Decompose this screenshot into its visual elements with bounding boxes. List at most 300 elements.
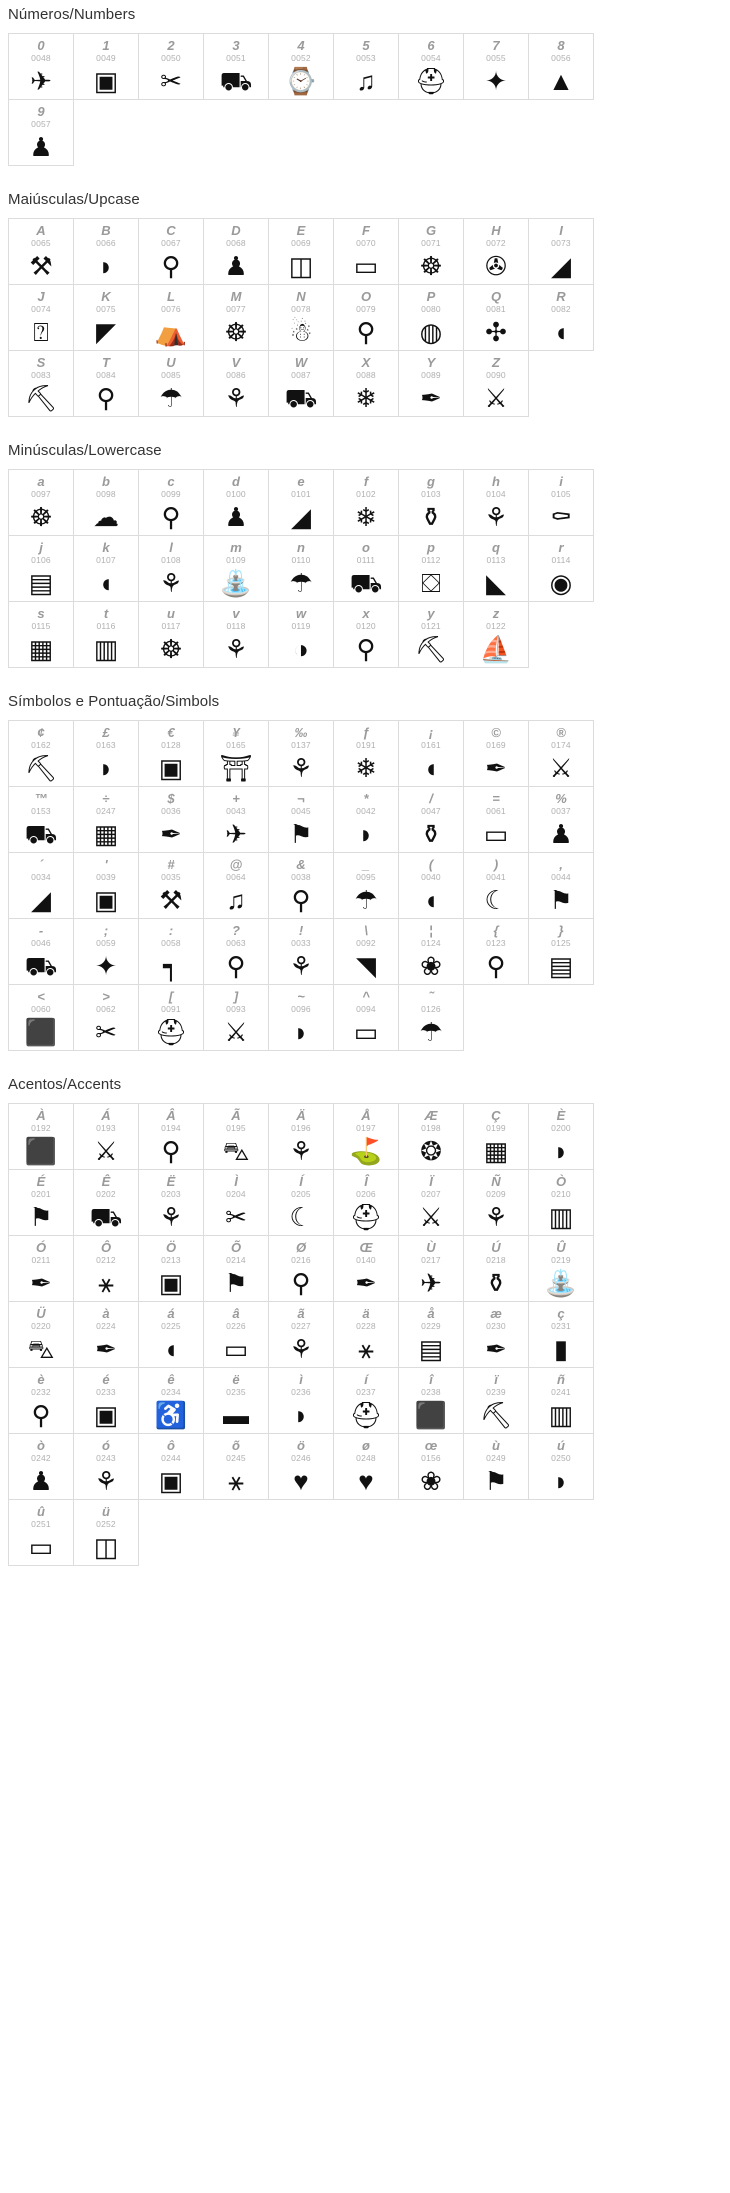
glyph-cell[interactable]: [138, 218, 204, 285]
glyph-cell[interactable]: [203, 33, 269, 100]
glyph-character: L: [167, 289, 175, 304]
glyph-code: 0046: [31, 938, 51, 948]
glyph-cell[interactable]: [268, 284, 334, 351]
glyph-code: 0051: [226, 53, 246, 63]
glyph-cell[interactable]: [463, 350, 529, 417]
glyph-cell[interactable]: [528, 1367, 594, 1434]
glyph-cell[interactable]: [203, 1367, 269, 1434]
dingbat-glyph-icon: ⛍: [27, 1334, 55, 1364]
glyph-cell[interactable]: [73, 1367, 139, 1434]
glyph-cell[interactable]: [138, 469, 204, 536]
glyph-code: 0251: [31, 1519, 51, 1529]
glyph-code: 0037: [551, 806, 571, 816]
glyph-character: 7: [492, 38, 500, 53]
glyph-cell[interactable]: [463, 33, 529, 100]
dingbat-glyph-icon: ⚘: [94, 1466, 118, 1496]
glyph-code: 0064: [226, 872, 246, 882]
glyph-character: ¦: [429, 923, 433, 938]
glyph-grid: [8, 469, 608, 667]
glyph-cell[interactable]: [203, 218, 269, 285]
glyph-code: 0169: [486, 740, 506, 750]
glyph-cell[interactable]: [73, 284, 139, 351]
glyph-cell[interactable]: [463, 1367, 529, 1434]
glyph-cell[interactable]: [138, 984, 204, 1051]
glyph-cell[interactable]: [463, 1103, 529, 1170]
glyph-cell[interactable]: [203, 1433, 269, 1500]
glyph-code: 0045: [291, 806, 311, 816]
glyph-cell[interactable]: [398, 1235, 464, 1302]
dingbat-glyph-icon: ♟: [224, 502, 248, 532]
glyph-code: 0056: [551, 53, 571, 63]
glyph-cell[interactable]: [333, 918, 399, 985]
dingbat-glyph-icon: ⛟: [24, 951, 58, 981]
glyph-character: g: [427, 474, 435, 489]
glyph-cell[interactable]: [398, 1169, 464, 1236]
glyph-cell[interactable]: [398, 535, 464, 602]
dingbat-glyph-icon: ┑: [163, 951, 179, 981]
glyph-cell[interactable]: [203, 918, 269, 985]
glyph-cell[interactable]: [8, 218, 74, 285]
dingbat-glyph-icon: ▣: [158, 1268, 184, 1298]
glyph-cell[interactable]: [333, 1169, 399, 1236]
glyph-cell[interactable]: [333, 1235, 399, 1302]
glyph-cell[interactable]: [268, 1433, 334, 1500]
glyph-character: ,: [559, 857, 563, 872]
glyph-cell[interactable]: [463, 1169, 529, 1236]
glyph-cell[interactable]: [333, 469, 399, 536]
glyph-character: 6: [427, 38, 435, 53]
glyph-cell[interactable]: [8, 1367, 74, 1434]
glyph-cell[interactable]: [528, 33, 594, 100]
glyph-character: Æ: [424, 1108, 438, 1123]
glyph-cell[interactable]: [203, 601, 269, 668]
glyph-code: 0079: [356, 304, 376, 314]
glyph-cell[interactable]: [268, 1367, 334, 1434]
glyph-code: 0203: [161, 1189, 181, 1199]
dingbat-glyph-icon: ⛏: [24, 383, 58, 413]
glyph-cell[interactable]: [268, 469, 334, 536]
glyph-character: Ò: [555, 1174, 567, 1189]
glyph-cell[interactable]: [8, 852, 74, 919]
glyph-cell[interactable]: [73, 218, 139, 285]
glyph-character: Ô: [100, 1240, 112, 1255]
glyph-code: 0052: [291, 53, 311, 63]
glyph-character: ö: [297, 1438, 305, 1453]
glyph-cell[interactable]: [8, 1169, 74, 1236]
glyph-cell[interactable]: [333, 601, 399, 668]
glyph-cell[interactable]: [138, 33, 204, 100]
glyph-code: 0233: [96, 1387, 116, 1397]
glyph-code: 0059: [96, 938, 116, 948]
glyph-cell[interactable]: [333, 350, 399, 417]
glyph-cell[interactable]: [203, 1103, 269, 1170]
glyph-cell[interactable]: [138, 1235, 204, 1302]
glyph-code: 0118: [226, 621, 246, 631]
glyph-cell[interactable]: [463, 786, 529, 853]
glyph-cell[interactable]: [138, 1103, 204, 1170]
glyph-code: 0216: [291, 1255, 311, 1265]
glyph-cell[interactable]: [333, 720, 399, 787]
dingbat-glyph-icon: ♫: [226, 885, 246, 915]
glyph-code: 0238: [421, 1387, 441, 1397]
glyph-cell[interactable]: [73, 1235, 139, 1302]
glyph-cell[interactable]: [73, 33, 139, 100]
glyph-character: ÷: [102, 791, 110, 806]
glyph-cell[interactable]: [463, 918, 529, 985]
glyph-character: M: [230, 289, 242, 304]
dingbat-glyph-icon: ◖: [423, 885, 439, 915]
glyph-character: o: [362, 540, 370, 555]
glyph-cell[interactable]: [8, 601, 74, 668]
glyph-character: D: [231, 223, 241, 238]
glyph-cell[interactable]: [528, 218, 594, 285]
glyph-cell[interactable]: [528, 1235, 594, 1302]
glyph-cell[interactable]: [528, 1169, 594, 1236]
section-title: Símbolos e Pontuação/Simbols: [8, 693, 220, 710]
glyph-cell[interactable]: [268, 720, 334, 787]
glyph-cell[interactable]: [73, 786, 139, 853]
glyph-cell[interactable]: [8, 1103, 74, 1170]
glyph-cell[interactable]: [73, 1301, 139, 1368]
dingbat-glyph-icon: ⛲: [544, 1268, 578, 1298]
glyph-cell[interactable]: [8, 469, 74, 536]
glyph-cell[interactable]: [333, 852, 399, 919]
glyph-cell[interactable]: [73, 984, 139, 1051]
glyph-cell[interactable]: [268, 535, 334, 602]
dingbat-glyph-icon: ◢: [31, 885, 51, 915]
glyph-cell[interactable]: [528, 786, 594, 853]
glyph-cell[interactable]: [138, 720, 204, 787]
glyph-code: 0085: [161, 370, 181, 380]
glyph-cell[interactable]: [463, 1433, 529, 1500]
glyph-cell[interactable]: [73, 720, 139, 787]
glyph-cell[interactable]: [528, 852, 594, 919]
glyph-character: ã: [297, 1306, 305, 1321]
glyph-cell[interactable]: [333, 33, 399, 100]
glyph-cell[interactable]: [333, 1367, 399, 1434]
glyph-cell[interactable]: [138, 852, 204, 919]
glyph-code: 0205: [291, 1189, 311, 1199]
glyph-code: 0219: [551, 1255, 571, 1265]
glyph-cell[interactable]: [73, 469, 139, 536]
glyph-cell[interactable]: [398, 218, 464, 285]
glyph-character: ^: [362, 989, 370, 1004]
glyph-cell[interactable]: [203, 720, 269, 787]
dingbat-glyph-icon: ⛏: [479, 1400, 513, 1430]
glyph-code: 0137: [291, 740, 311, 750]
glyph-cell[interactable]: [8, 350, 74, 417]
glyph-character: ó: [102, 1438, 110, 1453]
glyph-cell[interactable]: [268, 350, 334, 417]
glyph-cell[interactable]: [8, 284, 74, 351]
glyph-code: 0242: [31, 1453, 51, 1463]
glyph-cell[interactable]: [268, 33, 334, 100]
glyph-cell[interactable]: [203, 350, 269, 417]
glyph-cell[interactable]: [398, 852, 464, 919]
glyph-cell[interactable]: [268, 852, 334, 919]
dingbat-glyph-icon: ✂: [225, 1202, 247, 1232]
glyph-cell[interactable]: [203, 284, 269, 351]
glyph-cell[interactable]: [528, 1103, 594, 1170]
glyph-cell[interactable]: [138, 1433, 204, 1500]
glyph-cell[interactable]: [138, 1169, 204, 1236]
dingbat-glyph-icon: ⚘: [289, 1334, 313, 1364]
glyph-cell[interactable]: [398, 1367, 464, 1434]
glyph-cell[interactable]: [333, 535, 399, 602]
glyph-cell[interactable]: [333, 984, 399, 1051]
glyph-cell[interactable]: [268, 1235, 334, 1302]
glyph-cell[interactable]: [8, 918, 74, 985]
glyph-character: ¬: [297, 791, 305, 806]
glyph-cell[interactable]: [8, 99, 74, 166]
glyph-cell[interactable]: [203, 1235, 269, 1302]
glyph-cell[interactable]: [268, 1301, 334, 1368]
glyph-cell[interactable]: [463, 469, 529, 536]
glyph-cell[interactable]: [398, 1301, 464, 1368]
glyph-cell[interactable]: [528, 720, 594, 787]
glyph-code: 0196: [291, 1123, 311, 1133]
dingbat-glyph-icon: ⚑: [29, 1202, 53, 1232]
glyph-cell[interactable]: [463, 218, 529, 285]
glyph-character: ¥: [232, 725, 240, 740]
glyph-cell[interactable]: [203, 984, 269, 1051]
glyph-cell[interactable]: [463, 852, 529, 919]
glyph-character: T: [102, 355, 110, 370]
dingbat-glyph-icon: ✒: [420, 383, 442, 413]
glyph-cell[interactable]: [138, 1301, 204, 1368]
glyph-cell[interactable]: [138, 1367, 204, 1434]
dingbat-glyph-icon: ⍰: [33, 317, 49, 347]
glyph-cell[interactable]: [463, 720, 529, 787]
glyph-cell[interactable]: [528, 469, 594, 536]
glyph-character: ': [104, 857, 108, 872]
dingbat-glyph-icon: ⚘: [484, 1202, 508, 1232]
glyph-code: 0230: [486, 1321, 506, 1331]
dingbat-glyph-icon: ▤: [548, 951, 574, 981]
glyph-code: 0105: [551, 489, 571, 499]
section-title: Números/Numbers: [8, 6, 136, 23]
glyph-cell[interactable]: [8, 984, 74, 1051]
glyph-character: %: [555, 791, 567, 806]
dingbat-glyph-icon: ❄: [355, 502, 377, 532]
glyph-cell[interactable]: [203, 469, 269, 536]
glyph-code: 0119: [291, 621, 311, 631]
glyph-cell[interactable]: [203, 535, 269, 602]
glyph-cell[interactable]: [73, 852, 139, 919]
glyph-cell[interactable]: [398, 918, 464, 985]
glyph-cell[interactable]: [463, 535, 529, 602]
glyph-cell[interactable]: [8, 1235, 74, 1302]
glyph-cell[interactable]: [333, 284, 399, 351]
glyph-code: 0162: [31, 740, 51, 750]
glyph-code: 0123: [486, 938, 506, 948]
glyph-cell[interactable]: [268, 1169, 334, 1236]
glyph-character: n: [297, 540, 305, 555]
glyph-cell[interactable]: [398, 350, 464, 417]
dingbat-glyph-icon: ▣: [93, 1400, 119, 1430]
glyph-cell[interactable]: [398, 1433, 464, 1500]
glyph-cell[interactable]: [333, 1433, 399, 1500]
glyph-cell[interactable]: [333, 786, 399, 853]
glyph-cell[interactable]: [398, 601, 464, 668]
dingbat-glyph-icon: ▲: [548, 66, 574, 96]
glyph-character: ì: [299, 1372, 303, 1387]
glyph-cell[interactable]: [463, 1235, 529, 1302]
glyph-cell[interactable]: [73, 1433, 139, 1500]
section-accents: [0, 1076, 730, 1565]
glyph-cell[interactable]: [398, 786, 464, 853]
glyph-cell[interactable]: [528, 535, 594, 602]
glyph-code: 0165: [226, 740, 246, 750]
glyph-cell[interactable]: [8, 33, 74, 100]
glyph-cell[interactable]: [268, 1103, 334, 1170]
glyph-cell[interactable]: [333, 1103, 399, 1170]
dingbat-glyph-icon: ▮: [553, 1334, 569, 1364]
glyph-cell[interactable]: [73, 350, 139, 417]
glyph-code: 0102: [356, 489, 376, 499]
glyph-cell[interactable]: [8, 1499, 74, 1566]
dingbat-glyph-icon: ⚔: [419, 1202, 443, 1232]
glyph-code: 0246: [291, 1453, 311, 1463]
glyph-character: P: [426, 289, 436, 304]
glyph-character: H: [491, 223, 501, 238]
glyph-character: ë: [232, 1372, 240, 1387]
glyph-cell[interactable]: [203, 786, 269, 853]
glyph-cell[interactable]: [333, 218, 399, 285]
glyph-code: 0054: [421, 53, 441, 63]
glyph-code: 0034: [31, 872, 51, 882]
dingbat-glyph-icon: ⚰: [550, 502, 572, 532]
glyph-code: 0114: [551, 555, 571, 565]
dingbat-glyph-icon: ⚘: [484, 502, 508, 532]
glyph-cell[interactable]: [138, 601, 204, 668]
glyph-character: Û: [556, 1240, 566, 1255]
glyph-cell[interactable]: [138, 786, 204, 853]
glyph-cell[interactable]: [333, 1301, 399, 1368]
glyph-character: ¡: [428, 725, 434, 740]
dingbat-glyph-icon: ✒: [160, 819, 182, 849]
glyph-cell[interactable]: [528, 1301, 594, 1368]
glyph-cell[interactable]: [73, 1499, 139, 1566]
glyph-cell[interactable]: [463, 284, 529, 351]
glyph-character: p: [427, 540, 435, 555]
glyph-cell[interactable]: [268, 918, 334, 985]
glyph-character: e: [297, 474, 305, 489]
glyph-character: Y: [426, 355, 436, 370]
glyph-cell[interactable]: [398, 284, 464, 351]
glyph-character: Ë: [166, 1174, 176, 1189]
glyph-cell[interactable]: [73, 1169, 139, 1236]
glyph-cell[interactable]: [138, 918, 204, 985]
glyph-code: 0072: [486, 238, 506, 248]
glyph-cell[interactable]: [398, 720, 464, 787]
glyph-cell[interactable]: [73, 1103, 139, 1170]
dingbat-glyph-icon: ✦: [485, 66, 507, 96]
glyph-cell[interactable]: [398, 984, 464, 1051]
glyph-cell[interactable]: [268, 218, 334, 285]
glyph-cell[interactable]: [138, 350, 204, 417]
glyph-cell[interactable]: [138, 535, 204, 602]
glyph-character: A: [36, 223, 46, 238]
dingbat-glyph-icon: ♟: [29, 1466, 53, 1496]
glyph-cell[interactable]: [8, 1301, 74, 1368]
glyph-character: Ì: [234, 1174, 238, 1189]
dingbat-glyph-icon: ⛍: [222, 1136, 250, 1166]
glyph-grid: [8, 1103, 608, 1565]
dingbat-glyph-icon: ◗: [293, 1017, 309, 1047]
dingbat-glyph-icon: ❀: [420, 1466, 442, 1496]
dingbat-glyph-icon: ⬛: [24, 1136, 58, 1166]
glyph-code: 0112: [421, 555, 441, 565]
dingbat-glyph-icon: ⛺: [154, 317, 188, 347]
dingbat-glyph-icon: ⌚: [284, 66, 318, 96]
glyph-cell[interactable]: [203, 852, 269, 919]
glyph-character: ]: [233, 989, 239, 1004]
glyph-cell[interactable]: [203, 1301, 269, 1368]
glyph-cell[interactable]: [138, 284, 204, 351]
glyph-cell[interactable]: [268, 601, 334, 668]
dingbat-glyph-icon: ⚲: [161, 1136, 181, 1166]
glyph-character: K: [101, 289, 111, 304]
dingbat-glyph-icon: ⛑: [154, 1017, 188, 1047]
glyph-cell[interactable]: [528, 1433, 594, 1500]
glyph-cell[interactable]: [73, 601, 139, 668]
glyph-cell[interactable]: [8, 720, 74, 787]
glyph-code: 0035: [161, 872, 181, 882]
dingbat-glyph-icon: ❂: [420, 1136, 442, 1166]
glyph-code: 0231: [551, 1321, 571, 1331]
glyph-character: *: [363, 791, 369, 806]
glyph-code: 0128: [161, 740, 181, 750]
dingbat-glyph-icon: ◗: [553, 1136, 569, 1166]
dingbat-glyph-icon: ◣: [486, 568, 506, 598]
glyph-character: Õ: [230, 1240, 242, 1255]
dingbat-glyph-icon: ⚲: [291, 885, 311, 915]
dingbat-glyph-icon: ✒: [485, 753, 507, 783]
dingbat-glyph-icon: ⚔: [484, 383, 508, 413]
glyph-code: 0217: [421, 1255, 441, 1265]
dingbat-glyph-icon: ⛟: [24, 819, 58, 849]
glyph-cell[interactable]: [73, 918, 139, 985]
glyph-character: u: [167, 606, 175, 621]
dingbat-glyph-icon: ✈: [225, 819, 247, 849]
glyph-code: 0060: [31, 1004, 51, 1014]
glyph-cell[interactable]: [463, 1301, 529, 1368]
dingbat-glyph-icon: ⚲: [96, 383, 116, 413]
glyph-cell[interactable]: [203, 1169, 269, 1236]
glyph-cell[interactable]: [8, 786, 74, 853]
glyph-cell[interactable]: [268, 984, 334, 1051]
glyph-code: 0224: [96, 1321, 116, 1331]
glyph-cell[interactable]: [8, 535, 74, 602]
glyph-character: á: [167, 1306, 175, 1321]
glyph-cell[interactable]: [73, 535, 139, 602]
glyph-grid: [8, 720, 608, 1050]
glyph-cell[interactable]: [8, 1433, 74, 1500]
glyph-character: Â: [166, 1108, 176, 1123]
glyph-code: 0243: [96, 1453, 116, 1463]
glyph-character: Ú: [491, 1240, 501, 1255]
glyph-cell[interactable]: [528, 918, 594, 985]
glyph-cell[interactable]: [463, 601, 529, 668]
glyph-cell[interactable]: [398, 33, 464, 100]
glyph-cell[interactable]: [528, 284, 594, 351]
glyph-cell[interactable]: [398, 1103, 464, 1170]
glyph-cell[interactable]: [398, 469, 464, 536]
glyph-character: Ã: [231, 1108, 241, 1123]
glyph-code: 0121: [421, 621, 441, 631]
glyph-cell[interactable]: [268, 786, 334, 853]
